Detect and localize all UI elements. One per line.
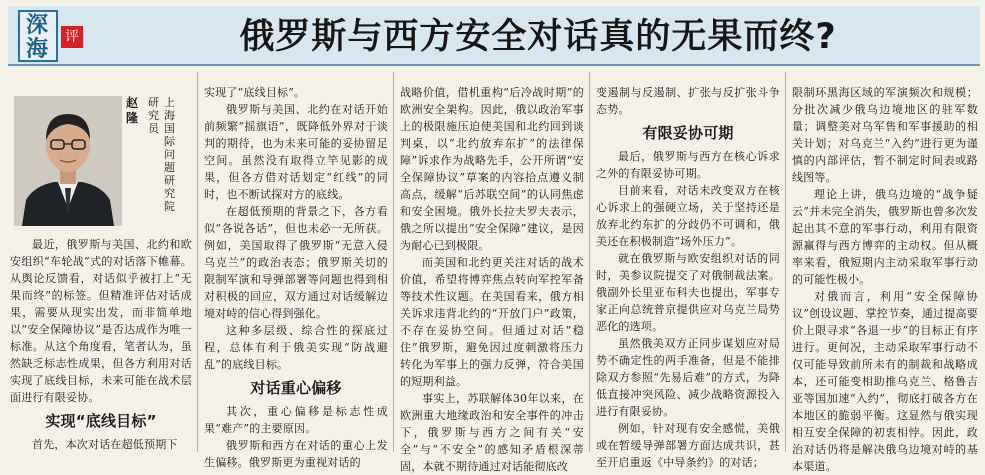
column-divider [785, 72, 786, 452]
section-heading: 实现“底线目标” [45, 412, 157, 430]
column-1 [10, 236, 192, 454]
paragraph: 其次，重心偏移是标志性成果“难产”的主要原因。 [204, 405, 388, 435]
paragraph: 俄罗斯和西方在对话的重心上发生偏移。俄罗斯更为重视对话的 [204, 439, 388, 469]
column-logo-char-2: 海 [26, 36, 49, 62]
author-byline [126, 96, 186, 226]
column-divider [197, 72, 198, 452]
column-logo-char-1: 深 [26, 12, 49, 38]
paragraph: 俄罗斯与美国、北约在对话开始前频繁“摇旗语”，既降低外界对于谈判的期待，也为未来可能的妥协留足空间。虽然没有取得立竿见影的成果，但各方借对话划定“红线”的同时，也不断试探对方的底线。 [204, 103, 388, 201]
author-photo [14, 96, 122, 226]
paragraph: 理论上讲，俄乌边境的“战争疑云”并未完全消失，俄罗斯也曾多次发起出其不意的军事行动，利用有限资源赢得与西方博弈的主动权。但从概率来看，俄短期内主动采取军事行动的可能性极小。 [792, 188, 978, 286]
headline-banner [8, 6, 980, 66]
paragraph: 实现了“底线目标”。 [204, 86, 306, 99]
paragraph: 最后，俄罗斯与西方在核心诉求之外的有限妥协可期。 [596, 150, 780, 180]
column-2 [204, 84, 388, 469]
paragraph: 目前来看，对话未改变双方在核心诉求上的强硬立场，关于坚持还是放弃北约东扩的分歧仍不可调和，俄美还在积极制造“场外压力”。 [596, 184, 780, 248]
paragraph: 限制环黑海区域的军演频次和规模；分批次减少俄乌边境地区的驻军数量；调整美对乌军售和军事援助的相关计划；对乌克兰“入约”进行更为谨慎的内部评估，暂不制定时间表或路线图等。 [792, 86, 978, 184]
paragraph: 事实上，苏联解体30年以来，在欧洲重大地缘政治和安全事件的冲击下，俄罗斯与西方之间有关“安全”与“不安全”的感知矛盾根深蒂固，本就不期待通过对话能彻底改 [400, 392, 584, 473]
paragraph: 而美国和北约更关注对话的战术价值，希望将博弈焦点转向军控军备等技术性议题。在美国看来，俄方相关诉求违背北约的“开放门户”政策，不存在妥协空间。但通过对话“稳住”俄罗斯，避免因过度刺激将压力转化为军事上的强力反弹，符合美国的短期利益。 [400, 256, 584, 388]
column-divider [393, 72, 394, 452]
paragraph: 在超低预期的背景之下，各方看似“各说各话”，但也未必一无所获。例如，美国取得了俄罗斯“无意入侵乌克兰”的政治表态；俄罗斯关切的限制军演和导弹部署等问题也得到相对积极的回应，双方通过对话缓解边境对峙的信心得到强化。 [204, 205, 388, 320]
author-name: 赵隆 [126, 96, 139, 125]
column-3 [400, 84, 584, 473]
column-divider [589, 72, 590, 452]
paragraph: 这种多层级、综合性的探底过程，总体有利于俄美实现“防战避乱”的底线目标。 [204, 324, 388, 371]
section-heading: 有限妥协可期 [642, 124, 734, 142]
paragraph: 例如，针对现有安全感慌，美俄或在暂缓导弹部署方面达成共识，甚至开启重返《中导条约》的对话； [596, 422, 780, 469]
author-portrait-illustration [14, 96, 122, 226]
column-badge [18, 10, 104, 62]
paragraph: 虽然俄美双方正同步谋划应对局势不确定性的两手准备，但是不能排除双方参照“先易后难”的方式，为降低直接冲突风险、减少战略资源投入进行有限妥协。 [596, 337, 780, 418]
paragraph: 首先，本次对话在超低预期下 [32, 438, 178, 451]
paragraph: 战略价值，借机重构“后冷战时期”的欧洲安全架构。因此，俄以政治军事上的极限施压迫使美国和北约回到谈判桌，以“北约放弃东扩”的法律保障”诉求作为战略先手，公开所谓“安全保障协议”草案的内容拾点遵义制高点，缓解“后苏联空间”的认同焦虑和安全困境。俄外长拉夫罗夫表示，俄之所以提出“安全保障”建议，是因为耐心已到极限。 [400, 86, 584, 252]
section-heading: 对话重心偏移 [250, 379, 342, 397]
paragraph: 就在俄罗斯与欧安组织对话的同时，美参议院提交了对俄制裁法案。俄副外长里亚布科夫也提出，军事专家正向总统普京提供应对乌克兰局势恶化的选项。 [596, 252, 780, 333]
column-5 [792, 84, 978, 473]
paragraph: 最近，俄罗斯与美国、北约和欧安组织“车轮战”式的对话落下帷幕。从舆论反馈看，对话似乎被打上“无果而终”的标签。但精准评估对话成果，需要从现实出发，而非简单地以“安全保障协议”是否达成作为唯一标准。从这个角度看，笔者认为，虽然缺乏标志性成果，但各方利用对话实现了底线目标，未来可能在战术层面进行有限妥协。 [10, 238, 192, 404]
author-affiliation: 上海国际问题研究院 [164, 96, 175, 213]
column-4 [596, 84, 780, 469]
column-logo [18, 10, 58, 62]
paragraph: 对俄而言，利用“安全保障协议”创设议题、掌控节奏，通过提高要价上限寻求“各退一步”的目标正有序进行。更何况，主动采取军事行动不仅可能导致前所未有的制裁和战略成本，还可能变相助推乌克兰、格鲁吉亚等国加速“入约”，彻底打破各方在本地区的脆弱平衡。这显然与俄实现相互安全保障的初衷相悖。因此，政治对话仍将是解决俄乌边境对峙的基本渠道。 [792, 290, 978, 473]
author-title: 研究员 [148, 96, 159, 135]
paragraph: 变遏制与反遏制、扩张与反扩张斗争态势。 [596, 86, 780, 116]
page-title: 俄罗斯与西方安全对话真的无果而终? [239, 17, 837, 57]
commentary-tag: 评 [61, 26, 83, 48]
